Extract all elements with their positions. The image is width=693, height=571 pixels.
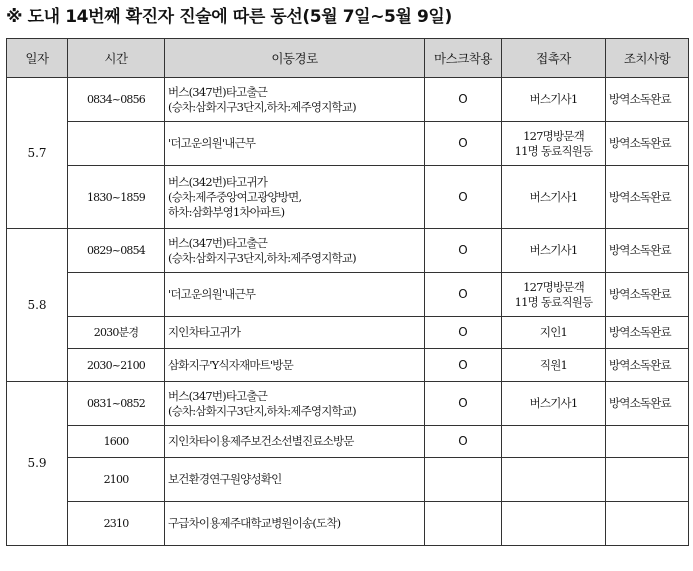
time-cell: 0829~0854 xyxy=(68,229,165,273)
header-route: 이동경로 xyxy=(165,39,425,78)
header-mask: 마스크착용 xyxy=(425,39,502,78)
action-cell xyxy=(606,426,689,458)
table-row xyxy=(7,426,689,458)
contact-line: 버스기사1 xyxy=(529,396,578,410)
action-cell: 방역소독완료 xyxy=(606,382,689,426)
contact-line: 11명 동료직원등 xyxy=(514,294,593,309)
route-line: 하차:삼화부영1차아파트) xyxy=(168,204,285,219)
contact-cell xyxy=(502,349,606,382)
route-cell xyxy=(165,349,425,382)
contact-cell xyxy=(502,166,606,229)
movement-route-table xyxy=(6,38,689,546)
time-cell: 0831~0852 xyxy=(68,382,165,426)
time-cell: 1830~1859 xyxy=(68,166,165,229)
route-cell xyxy=(165,166,425,229)
contact-line: 지인1 xyxy=(539,325,568,339)
mask-cell: O xyxy=(425,426,502,458)
contact-cell xyxy=(502,502,606,546)
time-cell: 0834~0856 xyxy=(68,78,165,122)
contact-line: 127명방문객 xyxy=(523,128,584,143)
route-line: 버스(347번)타고출근 xyxy=(168,235,268,250)
route-line: 삼화지구'Y식자재마트'방문 xyxy=(168,357,293,372)
table-row xyxy=(7,78,689,122)
route-cell xyxy=(165,317,425,349)
route-cell xyxy=(165,426,425,458)
action-cell: 방역소독완료 xyxy=(606,122,689,166)
route-line: 지인차타이용제주보건소선별진료소방문 xyxy=(168,434,354,448)
time-cell: 2030~2100 xyxy=(68,349,165,382)
page-title: ※ 도내 14번째 확진자 진술에 따른 동선(5월 7일~5월 9일) xyxy=(6,7,452,27)
mask-cell: O xyxy=(425,166,502,229)
time-cell: 2100 xyxy=(68,458,165,502)
action-cell: 방역소독완료 xyxy=(606,166,689,229)
contact-cell xyxy=(502,229,606,273)
route-line: (승차:제주중앙여고광양방면, xyxy=(168,189,302,204)
mask-cell xyxy=(425,458,502,502)
route-cell xyxy=(165,382,425,426)
action-cell: 방역소독완료 xyxy=(606,349,689,382)
table-row xyxy=(7,349,689,382)
contact-cell xyxy=(502,122,606,166)
route-line: 구급차이용제주대학교병원이송(도착) xyxy=(168,516,341,530)
route-line: '더고운의원'내근무 xyxy=(168,287,256,301)
contact-cell xyxy=(502,78,606,122)
route-cell xyxy=(165,122,425,166)
contact-line: 버스기사1 xyxy=(529,189,578,204)
mask-cell: O xyxy=(425,382,502,426)
action-cell xyxy=(606,502,689,546)
table-row xyxy=(7,122,689,166)
route-line: 버스(347번)타고출근 xyxy=(168,84,268,99)
route-cell xyxy=(165,78,425,122)
mask-cell: O xyxy=(425,349,502,382)
route-line: 버스(347번)타고출근 xyxy=(168,388,268,403)
date-cell: 5.9 xyxy=(7,382,68,546)
action-cell: 방역소독완료 xyxy=(606,273,689,317)
time-cell xyxy=(68,273,165,317)
table-row xyxy=(7,502,689,546)
mask-cell: O xyxy=(425,78,502,122)
contact-line: 버스기사1 xyxy=(529,243,578,257)
table-row xyxy=(7,458,689,502)
mask-cell: O xyxy=(425,317,502,349)
route-line: (승차:삼화지구3단지,하차:제주영지학교) xyxy=(168,250,356,265)
contact-cell xyxy=(502,273,606,317)
route-line: (승차:삼화지구3단지,하차:제주영지학교) xyxy=(168,403,356,418)
header-action: 조치사항 xyxy=(606,39,689,78)
contact-line: 127명방문객 xyxy=(523,279,584,294)
route-line: (승차:삼화지구3단지,하차:제주영지학교) xyxy=(168,99,356,114)
contact-line: 버스기사1 xyxy=(529,92,578,106)
time-cell: 2310 xyxy=(68,502,165,546)
table-header-row xyxy=(7,39,689,78)
header-date: 일자 xyxy=(7,39,68,78)
route-line: 버스(342번)타고귀가 xyxy=(168,174,268,189)
route-line: '더고운의원'내근무 xyxy=(168,136,256,150)
route-cell xyxy=(165,458,425,502)
action-cell xyxy=(606,458,689,502)
table-row xyxy=(7,317,689,349)
contact-line: 직원1 xyxy=(539,357,568,372)
action-cell: 방역소독완료 xyxy=(606,229,689,273)
table-row xyxy=(7,273,689,317)
contact-cell xyxy=(502,426,606,458)
mask-cell: O xyxy=(425,122,502,166)
contact-cell xyxy=(502,317,606,349)
route-cell xyxy=(165,273,425,317)
table-row xyxy=(7,166,689,229)
header-contact: 접촉자 xyxy=(502,39,606,78)
mask-cell: O xyxy=(425,229,502,273)
time-cell: 2030분경 xyxy=(68,317,165,349)
route-cell xyxy=(165,229,425,273)
time-cell xyxy=(68,122,165,166)
route-cell xyxy=(165,502,425,546)
contact-line: 11명 동료직원등 xyxy=(514,143,593,158)
action-cell: 방역소독완료 xyxy=(606,78,689,122)
contact-cell xyxy=(502,382,606,426)
route-line: 보건환경연구원양성확인 xyxy=(168,472,282,486)
mask-cell xyxy=(425,502,502,546)
time-cell: 1600 xyxy=(68,426,165,458)
table-row xyxy=(7,229,689,273)
route-line: 지인차타고귀가 xyxy=(168,325,241,339)
table-row xyxy=(7,382,689,426)
mask-cell: O xyxy=(425,273,502,317)
date-cell: 5.8 xyxy=(7,229,68,382)
action-cell: 방역소독완료 xyxy=(606,317,689,349)
header-time: 시간 xyxy=(68,39,165,78)
date-cell: 5.7 xyxy=(7,78,68,229)
contact-cell xyxy=(502,458,606,502)
